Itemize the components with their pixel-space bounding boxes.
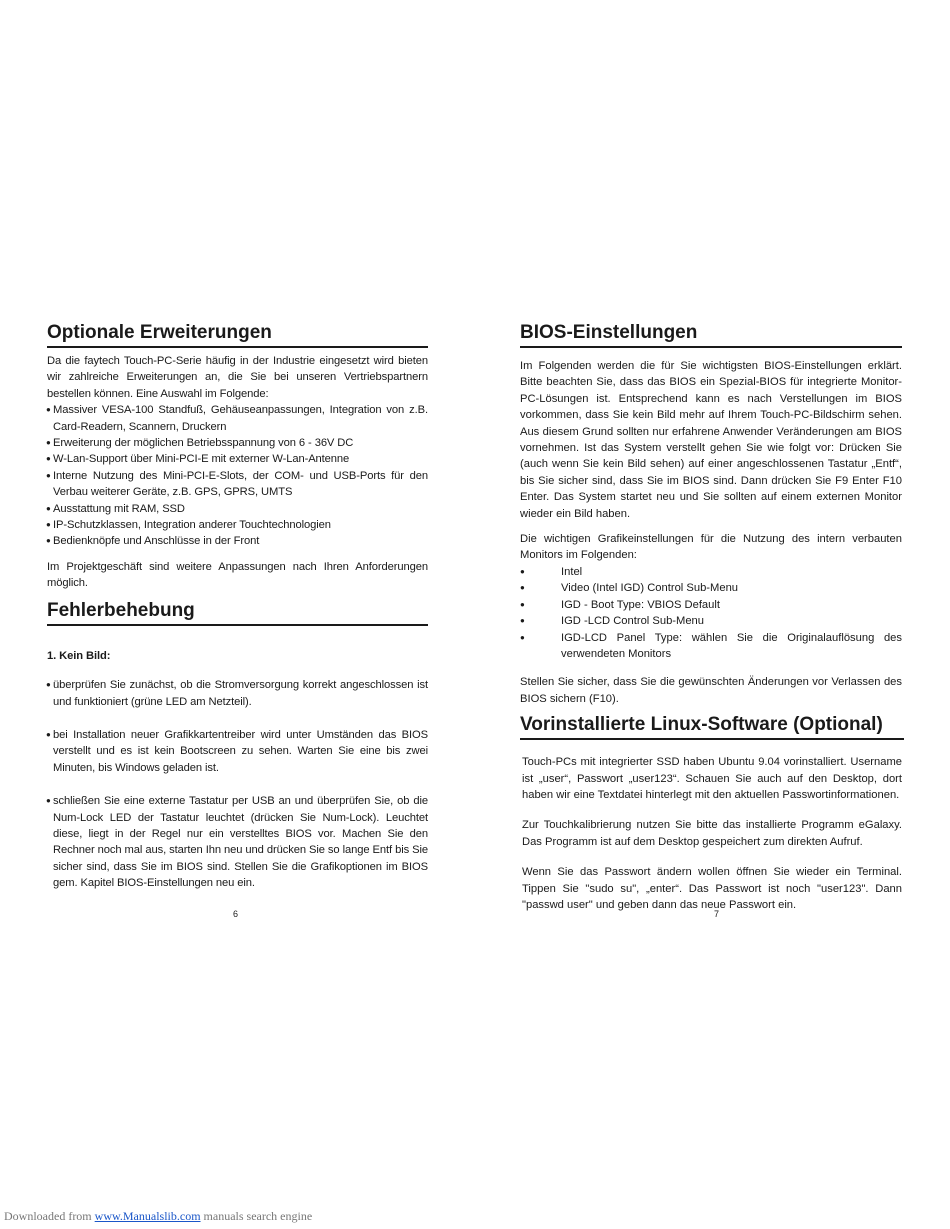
- heading-optionale-erweiterungen: Optionale Erweiterungen: [47, 322, 428, 348]
- footer-suffix: manuals search engine: [200, 1209, 313, 1223]
- list-item: ● Bedienknöpfe und Anschlüsse in der Front: [47, 533, 428, 549]
- troubleshoot-list: [47, 677, 428, 891]
- graphics-intro: Die wichtigen Grafikeinstellungen für die Nutzung des intern verbauten Monitors im Folgenden:: [520, 533, 902, 562]
- bios-paragraph: Im Folgenden werden die für Sie wichtigsten BIOS-Einstellungen erklärt. Bitte beachten Sie, dass das BIOS ein Spezial-BIOS für integrierte Monitor-PC-Lösungen ist. Entsprechend kann es nach Verstellungen im BIOS vorkommen, dass Sie kein Bild mehr auf Ihrem Touch-PC-Bildschirm sehen. Aus diesem Grund sollten nur erfahrene Anwender Veränderungen am BIOS vornehmen. Ist das System verstellt gehen Sie wie folgt vor: Drücken Sie (auch wenn Sie kein Bild sehen) auf einer angeschlossenen Tastatur „Entf“, bis Sie sicher sind, dass Sie im BIOS sind. Dann drücken Sie F9 Enter F10 Enter. Das System startet neu und Sie sollten auf einem externen Monitor wieder ein Bild haben.: [520, 360, 902, 520]
- list-item: ● überprüfen Sie zunächst, ob die Stromversorgung korrekt angeschlossen ist und funktioniert (grüne LED am Netzteil).: [47, 677, 428, 710]
- list-item: ● Massiver VESA-100 Standfuß, Gehäuseanpassungen, Integration von z.B. Card-Readern, Scannern, Druckern: [47, 402, 428, 435]
- list-item: ● Interne Nutzung des Mini-PCI-E-Slots, der COM- und USB-Ports für den Verbau weiterer Geräte, z.B. GPS, GPRS, UMTS: [47, 468, 428, 501]
- page-number-left: 6: [233, 909, 239, 919]
- intro-paragraph: Da die faytech Touch-PC-Serie häufig in der Industrie eingesetzt wird bieten wir zahlreiche Erweiterungen an, die Sie bei unseren Vertriebspartnern bestellen können. Eine Auswahl im Folgende:: [47, 355, 428, 400]
- linux-paragraph-3: Wenn Sie das Passwort ändern wollen öffnen Sie wieder ein Terminal. Tippen Sie "sudo su", „enter“. Das Passwort ist noch "user123". Dann "passwd user" und geben dann das neue Passwort ein.: [522, 866, 902, 911]
- list-item: ● Erweiterung der möglichen Betriebsspannung von 6 - 36V DC: [47, 435, 428, 451]
- list-item: ● schließen Sie eine externe Tastatur per USB an und überprüfen Sie, ob die Num-Lock LED der Tastatur leuchtet (drücken Sie Num-Lock). Leuchtet diese, liegt in der Regel nur ein verstelltes BIOS vor. Machen Sie den Rechner noch mal aus, starten Ihn neu und drücken Sie so lange Entf bis Sie sicher sind, dass Sie im BIOS sind. Stellen Sie die Grafikoptionen im BIOS gem. Kapitel BIOS-Einstellungen neu ein.: [47, 793, 428, 891]
- subheading-kein-bild: 1. Kein Bild:: [47, 649, 111, 662]
- manualslib-link[interactable]: www.Manualslib.com: [94, 1209, 201, 1223]
- extensions-list: [47, 402, 428, 550]
- list-item: ● bei Installation neuer Grafikkartentreiber wird unter Umständen das BIOS verstellt und es ist kein Bootscreen zu sehen. Warten Sie eine bis zwei Minuten, bis Windows geladen ist.: [47, 727, 428, 776]
- footer-prefix: Downloaded from: [4, 1209, 95, 1223]
- save-paragraph: Stellen Sie sicher, dass Sie die gewünschten Änderungen vor Verlassen des BIOS sichern (F10).: [520, 676, 902, 705]
- page-number-right: 7: [714, 909, 720, 919]
- heading-linux-software: Vorinstallierte Linux-Software (Optional): [520, 714, 904, 740]
- left-page: [47, 322, 428, 892]
- linux-paragraph-1: Touch-PCs mit integrierter SSD haben Ubuntu 9.04 vorinstalliert. Username ist „user“, Passwort „user123“. Schauen Sie auch auf den Desktop, dort haben wir eine Textdatei hinterlegt mit den aktuellen Passwortinformationen.: [522, 756, 902, 801]
- list-item: ● IP-Schutzklassen, Integration anderer Touchtechnologien: [47, 517, 428, 533]
- heading-fehlerbehebung: Fehlerbehebung: [47, 600, 428, 626]
- linux-paragraph-2: Zur Touchkalibrierung nutzen Sie bitte das installierte Programm eGalaxy. Das Programm ist auf dem Desktop gespeichert zum direkten Aufruf.: [522, 819, 902, 848]
- list-item: ● Video (Intel IGD) Control Sub-Menu: [520, 580, 902, 596]
- list-item: ● W-Lan-Support über Mini-PCI-E mit externer W-Lan-Antenne: [47, 451, 428, 467]
- download-footer: [4, 1209, 312, 1224]
- project-paragraph: Im Projektgeschäft sind weitere Anpassungen nach Ihren Anforderungen möglich.: [47, 560, 428, 590]
- heading-bios-einstellungen: BIOS-Einstellungen: [520, 322, 902, 348]
- list-item: ● Intel: [520, 564, 902, 580]
- graphics-settings-list: [520, 564, 902, 662]
- list-item: ● Ausstattung mit RAM, SSD: [47, 501, 428, 517]
- list-item: ● IGD-LCD Panel Type: wählen Sie die Originalauflösung des verwendeten Monitors: [520, 630, 902, 663]
- list-item: ● IGD - Boot Type: VBIOS Default: [520, 597, 902, 613]
- list-item: ● IGD -LCD Control Sub-Menu: [520, 613, 902, 629]
- right-page: [520, 322, 902, 913]
